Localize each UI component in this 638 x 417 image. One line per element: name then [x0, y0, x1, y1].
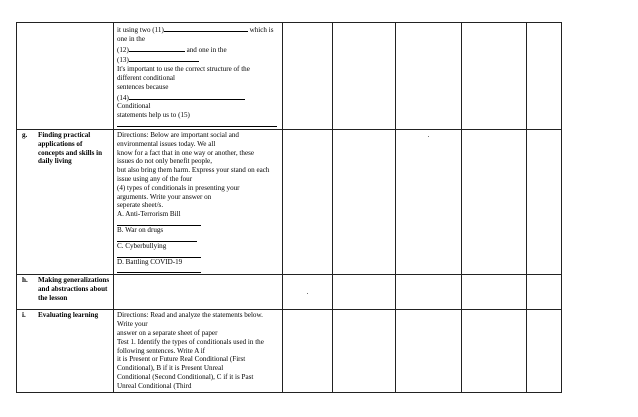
- table-cell: [283, 23, 333, 130]
- text-line: Conditional (Second Conditional), C if it is Past: [117, 372, 254, 381]
- text-line: answer on a separate sheet of paper: [117, 328, 218, 337]
- table-row: [17, 310, 562, 392]
- text-line: issues do not only benefit people,: [117, 157, 212, 166]
- answer-blank: [164, 24, 248, 32]
- issue-item: D. Battling COVID-19: [117, 257, 183, 266]
- procedure-letter: i.: [22, 311, 26, 320]
- answer-blank: [117, 266, 201, 273]
- table-cell: [333, 310, 396, 392]
- text-line: different conditional: [117, 73, 175, 82]
- activity-cell: [114, 310, 283, 392]
- table-cell: [527, 275, 562, 310]
- table-cell: [462, 23, 527, 130]
- text-line: issue using any of the four: [117, 174, 193, 183]
- procedure-label-cell: [17, 275, 114, 310]
- procedure-label-cell: [17, 310, 114, 392]
- answer-blank: [117, 219, 201, 226]
- table-cell: [396, 23, 462, 130]
- procedure-label: Making generalizations and abstractions about the lesson: [38, 276, 110, 302]
- answer-blank: [129, 44, 185, 52]
- table-cell: [527, 23, 562, 130]
- text-line: and one in the: [186, 45, 227, 54]
- procedure-label-cell: [17, 23, 114, 130]
- text-line: Conditional), B if it is Present Unreal: [117, 364, 224, 373]
- answer-blank: [117, 251, 201, 258]
- text-line: It's important to use the correct structure of the: [117, 65, 250, 74]
- table-cell: [527, 130, 562, 275]
- text-line: following sentences. Write A if: [117, 346, 206, 355]
- procedure-letter: h.: [22, 276, 28, 285]
- table-cell: [283, 310, 333, 392]
- procedure-letter: g.: [22, 131, 28, 139]
- issue-item: C. Cyberbullying: [117, 241, 167, 250]
- table-cell: [396, 130, 462, 275]
- answer-blank: [117, 120, 277, 127]
- text-line: (13): [117, 56, 129, 65]
- text-line: Directions: Read and analyze the statements below.: [117, 311, 263, 320]
- issue-item: A. Anti-Terrorism Bill: [117, 210, 181, 219]
- table-cell: [462, 310, 527, 392]
- table-cell: [396, 310, 462, 392]
- text-line: it using two (11): [117, 26, 164, 34]
- text-line: statements help us to (15): [117, 111, 190, 120]
- answer-blank: [129, 54, 199, 62]
- procedure-label: Finding practical applications of concepts and skills in daily living: [38, 131, 103, 166]
- text-line: seperate sheet/s.: [117, 201, 164, 210]
- text-line: sentences because: [117, 82, 169, 91]
- text-line: Directions: Below are important social and: [117, 131, 239, 139]
- activity-cell: [114, 130, 283, 275]
- table-row: [17, 130, 562, 275]
- text-line: (4) types of conditionals in presenting your: [117, 183, 240, 192]
- dot-mark: .: [306, 287, 309, 296]
- text-line: Conditional: [117, 102, 151, 111]
- text-line: Write your: [117, 320, 148, 329]
- table-cell: [333, 275, 396, 310]
- text-line: which is: [249, 26, 274, 34]
- table-row: [17, 275, 562, 310]
- table-row: [17, 23, 562, 130]
- table-cell: [396, 275, 462, 310]
- activity-cell: [114, 23, 283, 130]
- text-line: environmental issues today. We all: [117, 139, 216, 148]
- lesson-plan-table: [16, 22, 562, 393]
- text-line: it is Present or Future Real Conditional (First: [117, 355, 246, 364]
- table-cell: [462, 130, 527, 275]
- table-cell: [333, 130, 396, 275]
- dot-mark: .: [427, 131, 430, 139]
- issue-item: B. War on drugs: [117, 225, 164, 234]
- table-cell: [283, 275, 333, 310]
- table-cell: [333, 23, 396, 130]
- activity-cell: [114, 275, 283, 310]
- text-line: but also bring them harm. Express your stand on each: [117, 166, 270, 175]
- table-cell: [462, 275, 527, 310]
- table-cell: [527, 310, 562, 392]
- table-cell: [283, 130, 333, 275]
- text-line: (12): [117, 45, 129, 54]
- answer-blank: [117, 235, 197, 242]
- procedure-label: Evaluating learning: [38, 311, 99, 320]
- text-line: one in the: [117, 34, 145, 43]
- text-line: arguments. Write your answer on: [117, 192, 212, 201]
- text-line: (14): [117, 93, 129, 102]
- text-line: know for a fact that in one way or another, these: [117, 148, 255, 157]
- answer-blank: [129, 92, 245, 100]
- text-line: Test 1. Identify the types of conditionals used in the: [117, 337, 264, 346]
- text-line: Unreal Conditional (Third: [117, 381, 192, 390]
- procedure-label-cell: [17, 130, 114, 275]
